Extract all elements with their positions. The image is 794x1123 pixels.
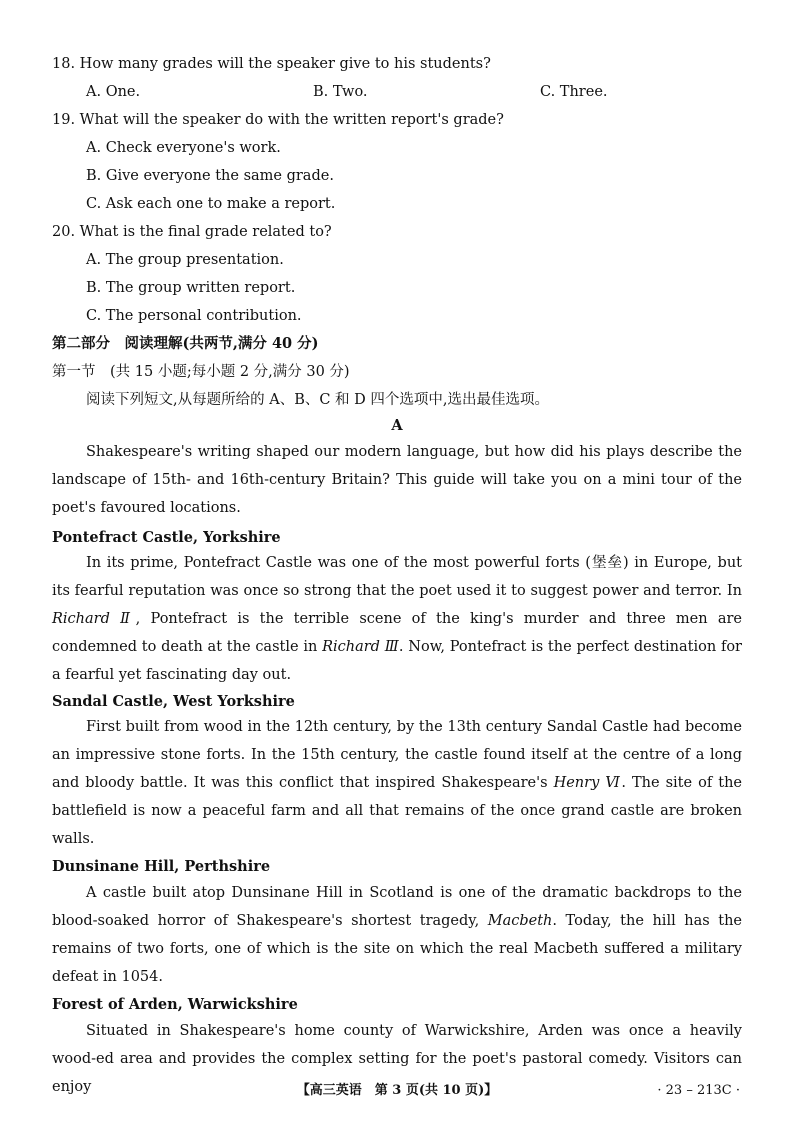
question-18-stem: 18. How many grades will the speaker give to his students? [52,56,491,72]
pontefract-text-1: In its prime, Pontefract Castle was one of the most powerful forts (堡垒) in Europe, but its fearful reputation was once so strong that the poet used it to suggest power and terror. In [52,555,742,599]
q20-option-a: A. The group presentation. [86,252,284,268]
section-heading-pontefract: Pontefract Castle, Yorkshire [52,529,281,546]
sandal-text-2: . The site of the battlefield is now a peaceful farm and all that remains of the once grand castle are broken walls. [52,775,743,847]
q19-option-a: A. Check everyone's work. [86,140,281,156]
dunsinane-text-1: A castle built atop Dunsinane Hill in Scotland is one of the dramatic backdrops to the blood-soaked horror of Shakespeare's shortest tragedy, [52,885,742,929]
q18-option-a: A. One. [86,84,141,100]
pontefract-text-3: . Now, Pontefract is the perfect destination for a fearful yet fascinating day out. [52,639,742,683]
q19-option-c: C. Ask each one to make a report. [86,196,336,212]
dunsinane-text-2: . Today, the hill has the remains of two forts, one of which is the site on which the real Macbeth suffered a military defeat in 1054. [52,913,742,985]
section-1-title: 第一节 (共 15 小题;每小题 2 分,满分 30 分) [52,364,350,380]
q20-option-b: B. The group written report. [86,280,296,296]
q18-option-b: B. Two. [313,84,368,100]
passage-label: A [391,417,403,434]
paragraph-dunsinane [52,879,742,991]
section-heading-arden: Forest of Arden, Warwickshire [52,996,298,1013]
question-19-stem: 19. What will the speaker do with the written report's grade? [52,112,504,128]
paragraph-arden: Situated in Shakespeare's home county of Warwickshire, Arden was once a heavily wood-ed area and provides the complex setting for the poet's pastoral comedy. Visitors can enjoy [52,1023,742,1095]
paragraph-sandal [52,713,742,853]
footer-exam-code: · 23 – 213C · [657,1083,740,1098]
section-heading-dunsinane: Dunsinane Hill, Perthshire [52,858,271,875]
play-title-richard-iii: Richard Ⅲ [322,639,399,655]
section-heading-sandal: Sandal Castle, West Yorkshire [52,693,295,710]
q20-option-c: C. The personal contribution. [86,308,302,324]
footer-page-info: 【高三英语 第 3 页(共 10 页)】 [296,1083,498,1098]
question-20-stem: 20. What is the final grade related to? [52,224,332,240]
q18-option-c: C. Three. [540,84,608,100]
play-title-henry-vi: Henry Ⅵ [553,775,622,791]
play-title-richard-ii: Richard Ⅱ [52,611,136,627]
reading-instruction: 阅读下列短文,从每题所给的 A、B、C 和 D 四个选项中,选出最佳选项。 [86,392,549,408]
paragraph-pontefract [52,549,742,689]
pontefract-text-2: , Pontefract is the terrible scene of the king's murder and three men are condemned to death at the castle in [52,611,742,655]
sandal-text-1: First built from wood in the 12th century, by the 13th century Sandal Castle had become an impressive stone forts. In the 15th century, the castle found itself at the centre of a long and bloody battle. It was this conflict that inspired Shakespeare's [52,719,742,791]
passage-intro: Shakespeare's writing shaped our modern language, but how did his plays describe the landscape of 15th- and 16th-century Britain? This guide will take you on a mini tour of the poet's favoured locations. [52,444,742,516]
q19-option-b: B. Give everyone the same grade. [86,168,334,184]
part-2-title: 第二部分 阅读理解(共两节,满分 40 分) [52,335,319,352]
play-title-macbeth: Macbeth [487,913,553,929]
